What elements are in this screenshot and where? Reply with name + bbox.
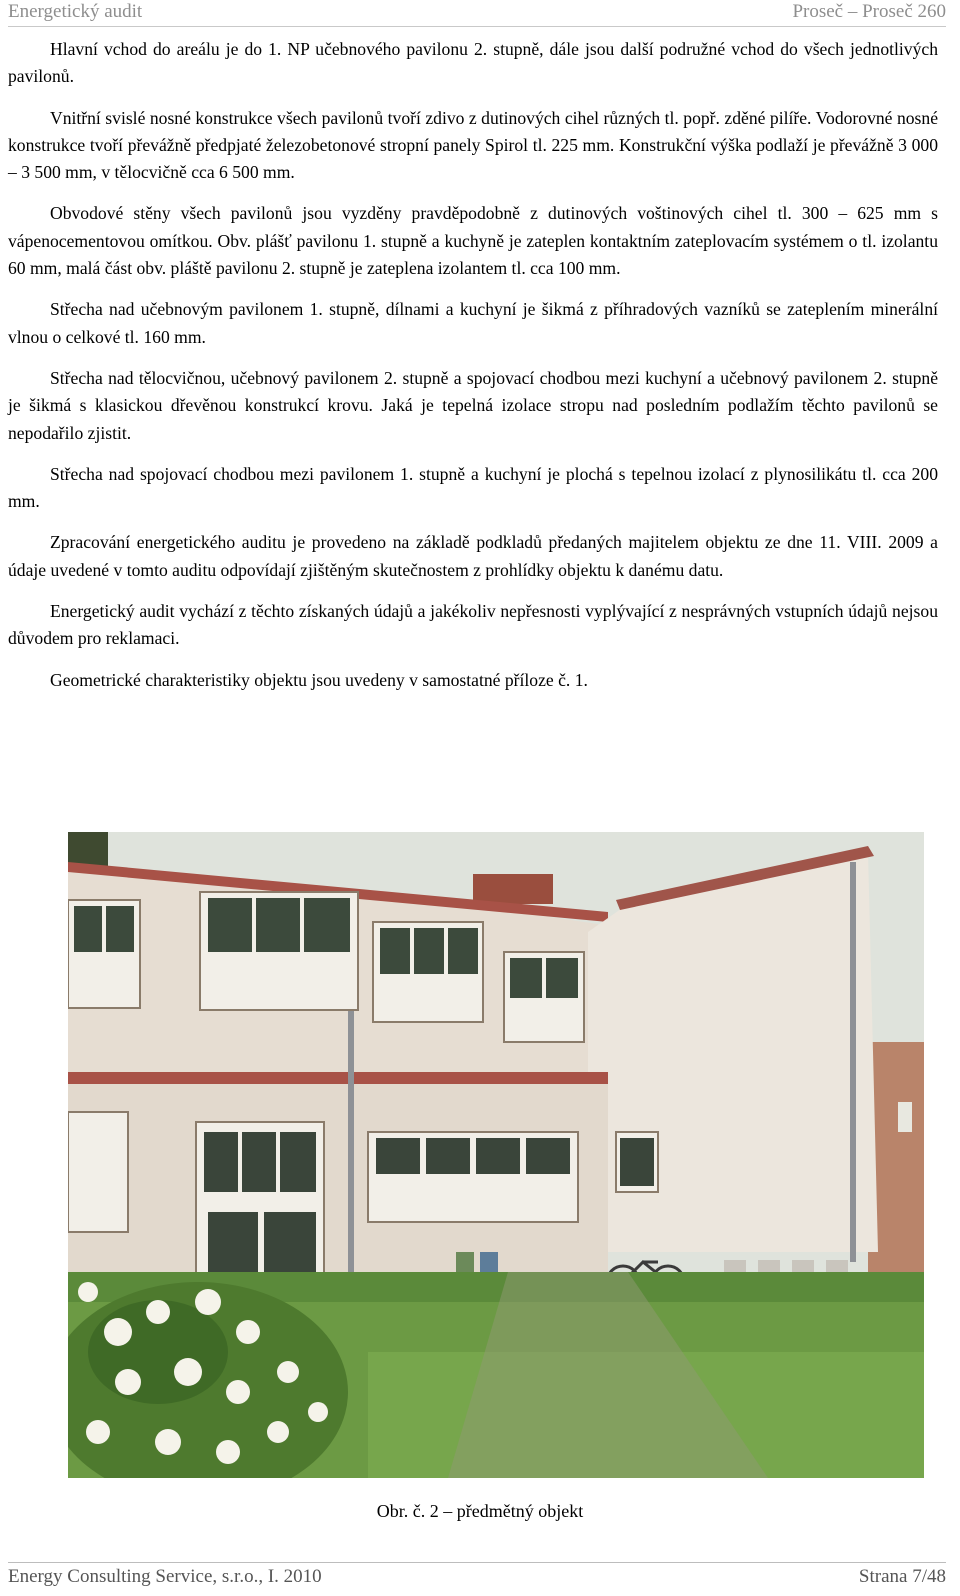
- header-document-title: Energetický audit: [8, 1, 143, 22]
- page-header: [8, 0, 946, 27]
- page-footer: [8, 1562, 946, 1588]
- footer-company: Energy Consulting Service, s.r.o., I. 2010: [8, 1566, 322, 1587]
- body-text: [8, 36, 938, 708]
- paragraph-roof-corridor: Střecha nad spojovací chodbou mezi pavilonem 1. stupně a kuchyní je plochá s tepelnou izolací z plynosilikátu tl. cca 200 mm.: [8, 463, 938, 512]
- paragraph-processing: Zpracování energetického auditu je provedeno na základě podkladů předaných majitelem objektu ze dne 11. VIII. 2009 a údaje uvedené v tomto auditu odpovídají zjištěným skutečnostem z prohlídky objektu k danému datu.: [8, 532, 938, 580]
- header-location: Proseč – Proseč 260: [792, 1, 946, 22]
- paragraph-load-bearing: Vnitřní svislé nosné konstrukce všech pavilonů tvoří zdivo z dutinových cihel různých tl. popř. zděné pilíře. Vodorovné nosné konstrukce tvoří převážně předpjaté železobetonové stropní panely Spirol tl. 225 mm. Konstrukční výška podlaží je převážně 3 000 – 3 500 mm, v tělocvičně cca 6 500 mm.: [8, 107, 938, 183]
- figure-caption: Obr. č. 2 – předmětný objekt: [376, 1501, 584, 1521]
- paragraph-geometry: Geometrické charakteristiky objektu jsou uvedeny v samostatné příloze č. 1.: [50, 669, 588, 690]
- footer-page-number: Strana 7/48: [858, 1566, 946, 1587]
- paragraph-roof-gym: Střecha nad tělocvičnou, učebnový pavilonem 2. stupně a spojovací chodbou mezi kuchyní a učebnový pavilonem 2. stupně je šikmá s klasickou dřevěnou konstrukcí krovu. Jaká je tepelná izolace stropu nad posledním podlažím těchto pavilonů se nepodařilo zjistit.: [8, 367, 938, 443]
- building-photo: [68, 832, 924, 1478]
- paragraph-roof-classrooms: Střecha nad učebnovým pavilonem 1. stupně, dílnami a kuchyní je šikmá z příhradových vazníků se zateplením minerální vlnou o celkové tl. 160 mm.: [8, 299, 938, 347]
- paragraph-external-walls: Obvodové stěny všech pavilonů jsou vyzděny pravděpodobně z dutinových voštinových cihel tl. 300 – 625 mm s vápenocementovou omítkou. Obv. plášť pavilonu 1. stupně a kuchyně je zateplen kontaktním zateplovacím systémem o tl. izolantu 60 mm, malá část obv. pláště pavilonu 2. stupně je zateplena izolantem tl. cca 100 mm.: [8, 203, 938, 279]
- paragraph-entrance: Hlavní vchod do areálu je do 1. NP učebnového pavilonu 2. stupně, dále jsou další podružné vchod do všech jednotlivých pavilonů.: [8, 39, 938, 87]
- paragraph-disclaimer: Energetický audit vychází z těchto získaných údajů a jakékoliv nepřesnosti vyplývající z nesprávných vstupních údajů nejsou důvodem pro reklamaci.: [8, 601, 938, 649]
